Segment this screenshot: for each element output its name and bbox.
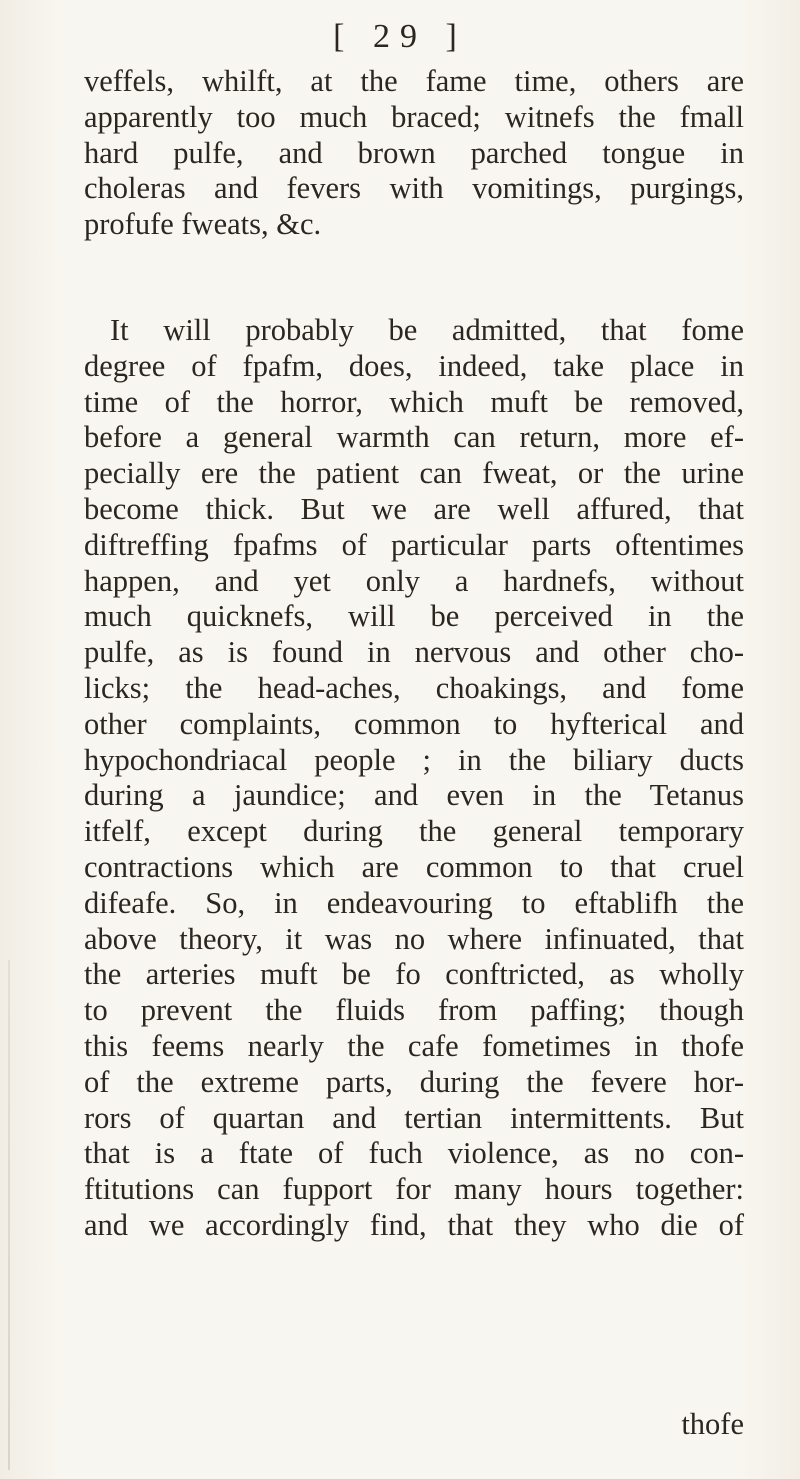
paragraph-1 xyxy=(84,64,744,243)
text-line: It will probably be admitted, that fome xyxy=(110,313,744,347)
text-line: apparently too much braced; witnefs the fmall xyxy=(84,99,744,134)
text-line: time of the horror, which muft be removed, xyxy=(84,384,744,419)
text-line: licks; the head-aches, choakings, and fome xyxy=(84,670,744,705)
text-line: contractions which are common to that cruel xyxy=(84,849,744,884)
text-line: before a general warmth can return, more ef- xyxy=(84,420,744,455)
text-line: much quicknefs, will be perceived in the xyxy=(84,599,744,634)
paragraph-2 xyxy=(84,313,744,1244)
text-line: and we accordingly find, that they who die of xyxy=(84,1207,744,1242)
page-edge-shadow xyxy=(8,960,10,1470)
text-line: other complaints, common to hyfterical and xyxy=(84,706,744,741)
text-line: pecially ere the patient can fweat, or the urine xyxy=(84,456,744,491)
text-line: that is a ftate of fuch violence, as no con- xyxy=(84,1136,744,1171)
text-line: become thick. But we are well affured, that xyxy=(84,491,744,526)
text-line: to prevent the fluids from paffing; though xyxy=(84,993,744,1028)
text-line: pulfe, as is found in nervous and other cho- xyxy=(84,635,744,670)
text-line: itfelf, except during the general temporary xyxy=(84,814,744,849)
text-line: during a jaundice; and even in the Tetanus xyxy=(84,778,744,813)
text-line: above theory, it was no where infinuated, that xyxy=(84,921,744,956)
text-line: happen, and yet only a hardnefs, without xyxy=(84,563,744,598)
text-line: profufe fweats, &c. xyxy=(84,207,322,242)
text-line: hard pulfe, and brown parched tongue in xyxy=(84,135,744,170)
text-line: veffels, whilft, at the fame time, others are xyxy=(84,64,744,98)
text-line: this feems nearly the cafe fometimes in thofe xyxy=(84,1028,744,1063)
text-line: hypochondriacal people ; in the biliary ducts xyxy=(84,742,744,777)
catchword: thofe xyxy=(681,1407,744,1441)
text-line: ftitutions can fupport for many hours together: xyxy=(84,1172,744,1207)
text-line: diftreffing fpafms of particular parts oftentimes xyxy=(84,527,744,562)
text-line: the arteries muft be fo conftricted, as wholly xyxy=(84,957,744,992)
text-line: difeafe. So, in endeavouring to eftablifh the xyxy=(84,885,744,920)
page-number: [ 29 ] xyxy=(333,18,467,55)
text-line: rors of quartan and tertian intermittents. But xyxy=(84,1100,744,1135)
text-line: degree of fpafm, does, indeed, take place in xyxy=(84,348,744,383)
text-line: of the extreme parts, during the fevere hor- xyxy=(84,1064,744,1099)
text-line: choleras and fevers with vomitings, purgings, xyxy=(84,171,744,206)
